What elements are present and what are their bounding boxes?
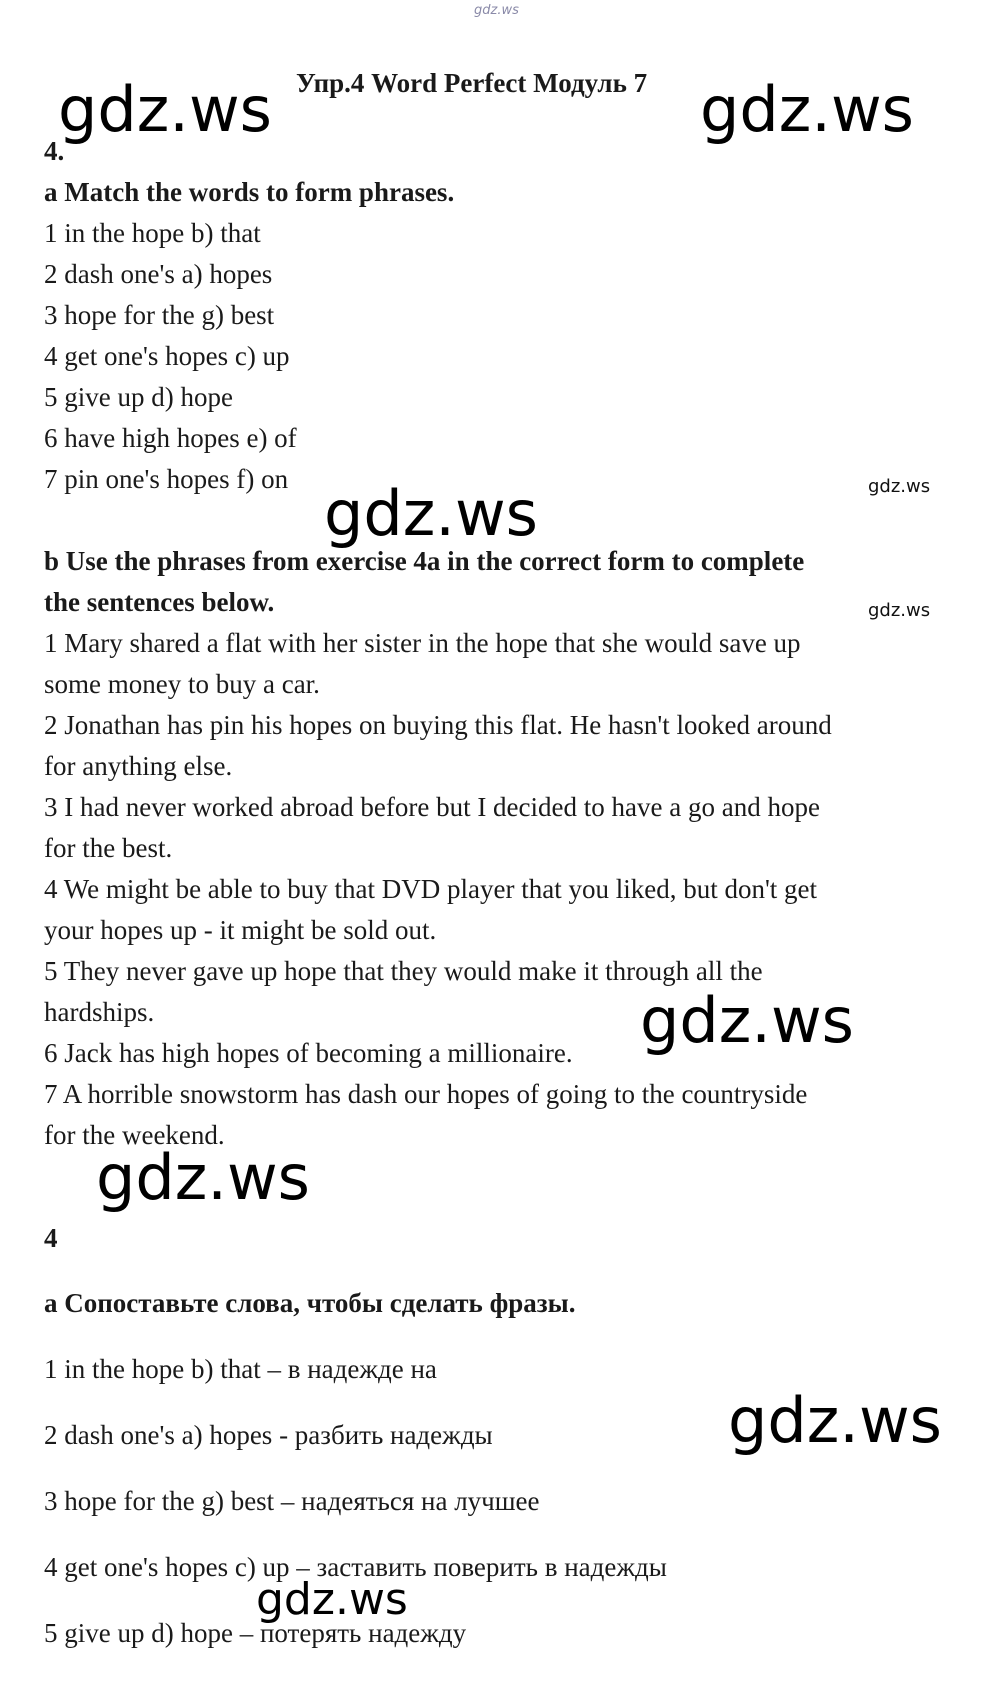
translation-item: 1 in the hope b) that – в надежде на bbox=[44, 1354, 437, 1384]
translation-number: 4 bbox=[44, 1223, 58, 1253]
part-a-item: 2 dash one's a) hopes bbox=[44, 259, 273, 289]
part-b-heading: the sentences below. bbox=[44, 587, 275, 617]
watermark: gdz.ws bbox=[256, 1574, 408, 1625]
watermark-small: gdz.ws bbox=[868, 600, 931, 621]
translation-item: 3 hope for the g) best – надеяться на лучшее bbox=[44, 1486, 540, 1516]
part-b-line: some money to buy a car. bbox=[44, 669, 320, 699]
part-a-item: 4 get one's hopes c) up bbox=[44, 341, 290, 371]
part-a-item: 1 in the hope b) that bbox=[44, 218, 261, 248]
part-b-line: hardships. bbox=[44, 997, 155, 1027]
watermark: gdz.ws bbox=[640, 984, 854, 1057]
watermark: gdz.ws bbox=[324, 477, 538, 550]
translation-item: 5 give up d) hope – потерять надежду bbox=[44, 1618, 467, 1648]
translation-item: 4 get one's hopes c) up – заставить поверить в надежды bbox=[44, 1552, 667, 1582]
watermark-small: gdz.ws bbox=[868, 476, 931, 497]
watermark: gdz.ws bbox=[700, 73, 914, 146]
part-b-line: 5 They never gave up hope that they would make it through all the bbox=[44, 956, 763, 986]
part-b-line: for anything else. bbox=[44, 751, 233, 781]
translation-item: 2 dash one's a) hopes - разбить надежды bbox=[44, 1420, 493, 1450]
part-b-line: 6 Jack has high hopes of becoming a millionaire. bbox=[44, 1038, 573, 1068]
exercise-number: 4. bbox=[44, 136, 65, 166]
translation-heading: a Сопоставьте слова, чтобы сделать фразы. bbox=[44, 1288, 576, 1318]
watermark: gdz.ws bbox=[58, 73, 272, 146]
part-b-line: 7 A horrible snowstorm has dash our hopes of going to the countryside bbox=[44, 1079, 808, 1109]
part-b-line: your hopes up - it might be sold out. bbox=[44, 915, 437, 945]
watermark: gdz.ws bbox=[96, 1141, 310, 1214]
watermark-top: gdz.ws bbox=[474, 3, 519, 18]
part-b-line: 2 Jonathan has pin his hopes on buying this flat. He hasn't looked around bbox=[44, 710, 832, 740]
page-title: Упр.4 Word Perfect Модуль 7 bbox=[296, 68, 648, 98]
part-b-line: 4 We might be able to buy that DVD player that you liked, but don't get bbox=[44, 874, 818, 904]
watermark: gdz.ws bbox=[728, 1384, 942, 1457]
part-b-line: for the weekend. bbox=[44, 1120, 225, 1150]
part-a-item: 7 pin one's hopes f) on bbox=[44, 464, 289, 494]
part-a-heading: a Match the words to form phrases. bbox=[44, 177, 455, 207]
part-a-item: 3 hope for the g) best bbox=[44, 300, 275, 330]
part-a-item: 6 have high hopes e) of bbox=[44, 423, 297, 453]
part-b-heading: b Use the phrases from exercise 4a in the correct form to complete bbox=[44, 546, 805, 576]
part-a-item: 5 give up d) hope bbox=[44, 382, 233, 412]
part-b-line: 3 I had never worked abroad before but I decided to have a go and hope bbox=[44, 792, 820, 822]
part-b-line: for the best. bbox=[44, 833, 173, 863]
part-b-line: 1 Mary shared a flat with her sister in the hope that she would save up bbox=[44, 628, 801, 658]
